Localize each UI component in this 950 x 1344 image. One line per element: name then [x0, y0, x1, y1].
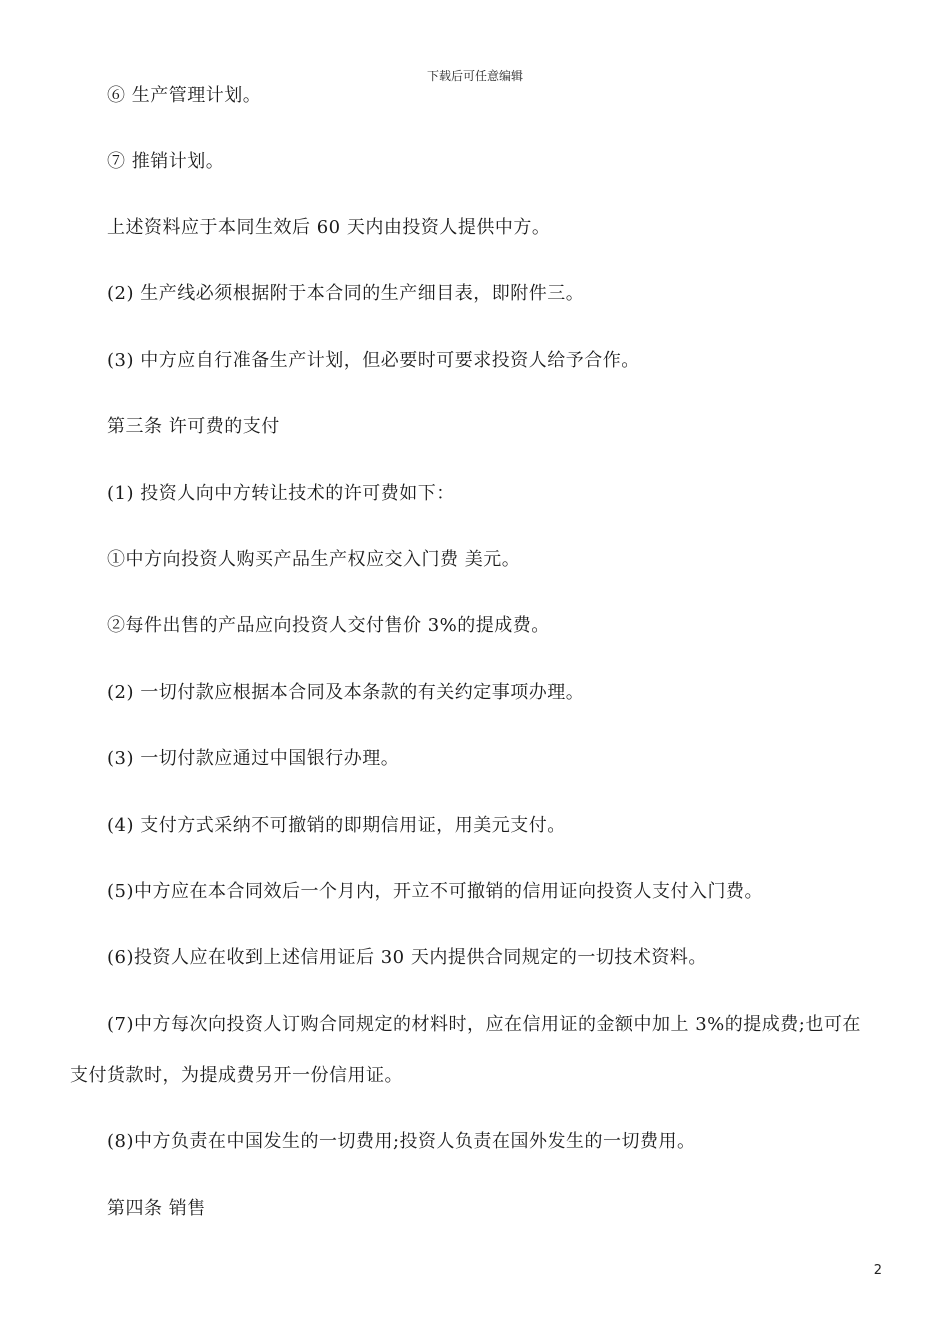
document-line: (2) 一切付款应根据本合同及本条款的有关约定事项办理。 — [107, 682, 585, 703]
document-line: (1) 投资人向中方转让技术的许可费如下： — [107, 483, 455, 504]
header-note: 下载后可任意编辑 — [426, 69, 523, 83]
document-line: (7)中方每次向投资人订购合同规定的材料时，应在信用证的金额中加上 3%的提成费;也可在 — [107, 1014, 861, 1035]
document-line: ①中方向投资人购买产品生产权应交入门费 美元。 — [107, 549, 521, 570]
document-line: (5)中方应在本合同效后一个月内，开立不可撤销的信用证向投资人支付入门费。 — [107, 881, 763, 902]
page-number: 2 — [873, 1263, 882, 1278]
document-line: ⑥ 生产管理计划。 — [107, 85, 262, 106]
document-line: ②每件出售的产品应向投资人交付售价 3%的提成费。 — [107, 615, 550, 636]
document-line: (4) 支付方式采纳不可撤销的即期信用证，用美元支付。 — [107, 815, 566, 836]
document-line: (6)投资人应在收到上述信用证后 30 天内提供合同规定的一切技术资料。 — [107, 947, 707, 968]
document-line: (8)中方负责在中国发生的一切费用;投资人负责在国外发生的一切费用。 — [107, 1131, 696, 1152]
document-line: (2) 生产线必须根据附于本合同的生产细目表，即附件三。 — [107, 283, 585, 304]
document-line: 上述资料应于本同生效后 60 天内由投资人提供中方。 — [107, 217, 551, 238]
document-line: 支付货款时，为提成费另开一份信用证。 — [70, 1065, 403, 1086]
document-line: (3) 中方应自行准备生产计划，但必要时可要求投资人给予合作。 — [107, 350, 640, 371]
section-heading: 第四条 销售 — [107, 1198, 206, 1219]
section-heading: 第三条 许可费的支付 — [107, 416, 280, 437]
document-line: ⑦ 推销计划。 — [107, 151, 225, 172]
document-line: (3) 一切付款应通过中国银行办理。 — [107, 748, 400, 769]
